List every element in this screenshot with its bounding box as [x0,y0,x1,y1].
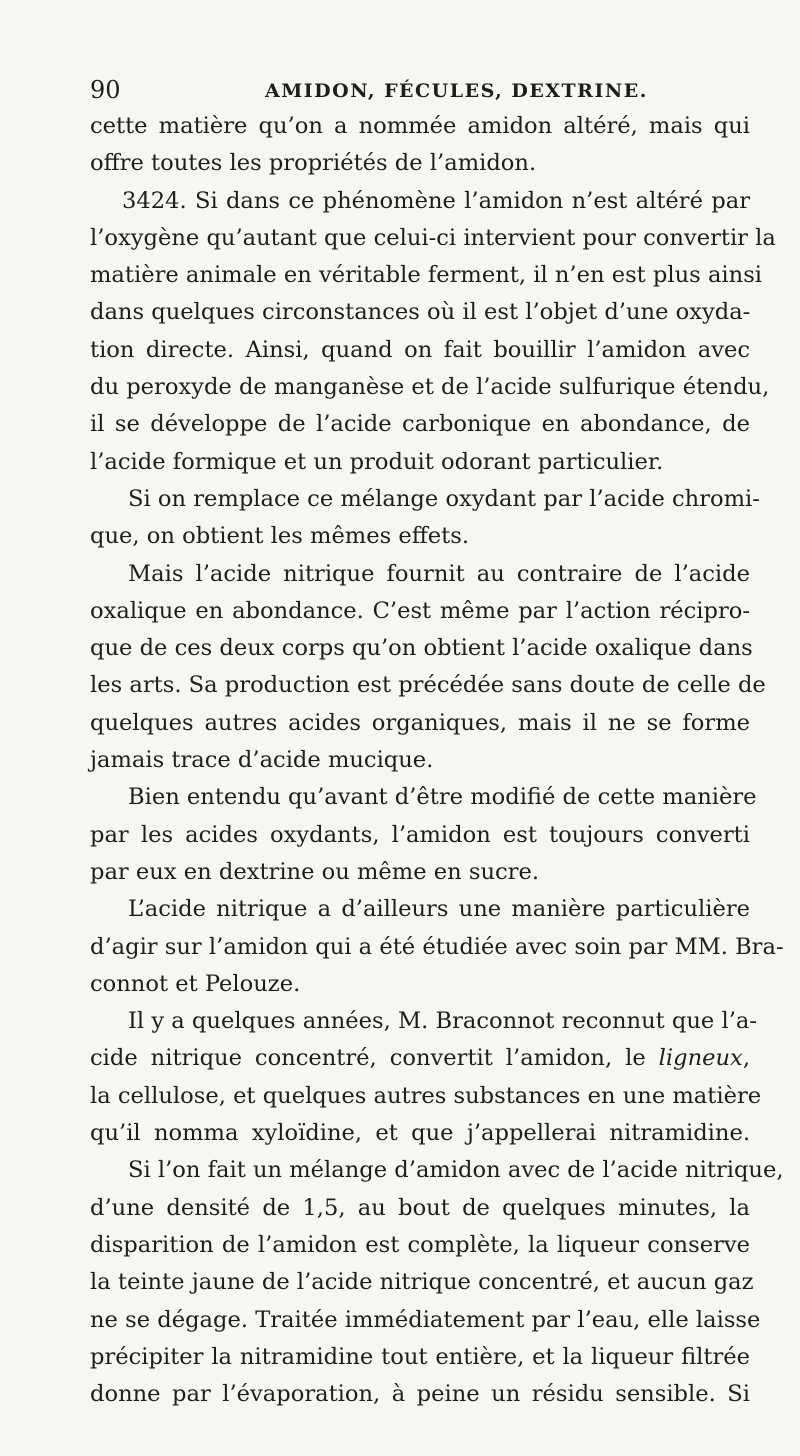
italic-word: ligneux [658,1045,743,1072]
text-line: offre toutes les propriétés de l’amidon. [90,150,537,177]
page-header [90,76,750,108]
text-line: L’acide nitrique a d’ailleurs une manière particulière [128,896,750,923]
text-line: qu’il nomma xyloïdine, et que j’appellerai nitramidine. [90,1120,750,1147]
text-line: oxalique en abondance. C’est même par l’action récipro- [90,597,750,624]
text-line: l’acide formique et un produit odorant particulier. [90,448,664,475]
text-line: les arts. Sa production est précédée sans doute de celle de [90,672,766,699]
running-head: AMIDON, FÉCULES, DEXTRINE. [265,80,648,102]
text-line: d’une densité de 1,5, au bout de quelques minutes, la [90,1194,750,1221]
text-line: par les acides oxydants, l’amidon est toujours converti [90,821,750,848]
text-line: donne par l’évaporation, à peine un résidu sensible. Si [90,1381,750,1408]
text-line: Mais l’acide nitrique fournit au contraire de l’acide [128,560,750,587]
text-line: connot et Pelouze. [90,970,301,997]
text-line: l’oxygène qu’autant que celui-ci intervient pour convertir la [90,224,776,251]
text-line: ne se dégage. Traitée immédiatement par l’eau, elle laisse [90,1306,761,1333]
text-line: 3424. Si dans ce phénomène l’amidon n’est altéré par [122,187,750,214]
text-line: dans quelques circonstances où il est l’objet d’une oxyda- [90,299,751,326]
text-line: que de ces deux corps qu’on obtient l’acide oxalique dans [90,635,753,662]
text-line: du peroxyde de manganèse et de l’acide sulfurique étendu, [90,374,770,401]
text-line: par eux en dextrine ou même en sucre. [90,858,540,885]
text-line: Si on remplace ce mélange oxydant par l’acide chromi- [128,485,760,512]
text-line: précipiter la nitramidine tout entière, et la liqueur filtrée [90,1343,750,1370]
text-line: Bien entendu qu’avant d’être modifié de cette manière [128,784,757,811]
page-number: 90 [90,76,121,104]
text-line: la cellulose, et quelques autres substances en une matière [90,1082,762,1109]
text-line: il se développe de l’acide carbonique en abondance, de [90,411,750,438]
text-line: la teinte jaune de l’acide nitrique concentré, et aucun gaz [90,1269,754,1296]
text-line: jamais trace d’acide mucique. [90,747,434,774]
text-line: cide nitrique concentré, convertit l’amidon, le ligneux, [90,1045,750,1072]
text-line: tion directe. Ainsi, quand on fait bouillir l’amidon avec [90,336,750,363]
text-line: cette matière qu’on a nommée amidon altéré, mais qui [90,113,750,139]
body-text [90,108,784,1413]
text-line: Si l’on fait un mélange d’amidon avec de l’acide nitrique, [128,1157,784,1184]
text-line: disparition de l’amidon est complète, la liqueur conserve [90,1231,750,1258]
text-line: matière animale en véritable ferment, il n’en est plus ainsi [90,262,763,289]
text-line: Il y a quelques années, M. Braconnot reconnut que l’a- [128,1008,757,1035]
text-line: d’agir sur l’amidon qui a été étudiée avec soin par MM. Bra- [90,933,784,960]
text-line: que, on obtient les mêmes effets. [90,523,470,550]
text-line: quelques autres acides organiques, mais il ne se forme [90,709,750,736]
